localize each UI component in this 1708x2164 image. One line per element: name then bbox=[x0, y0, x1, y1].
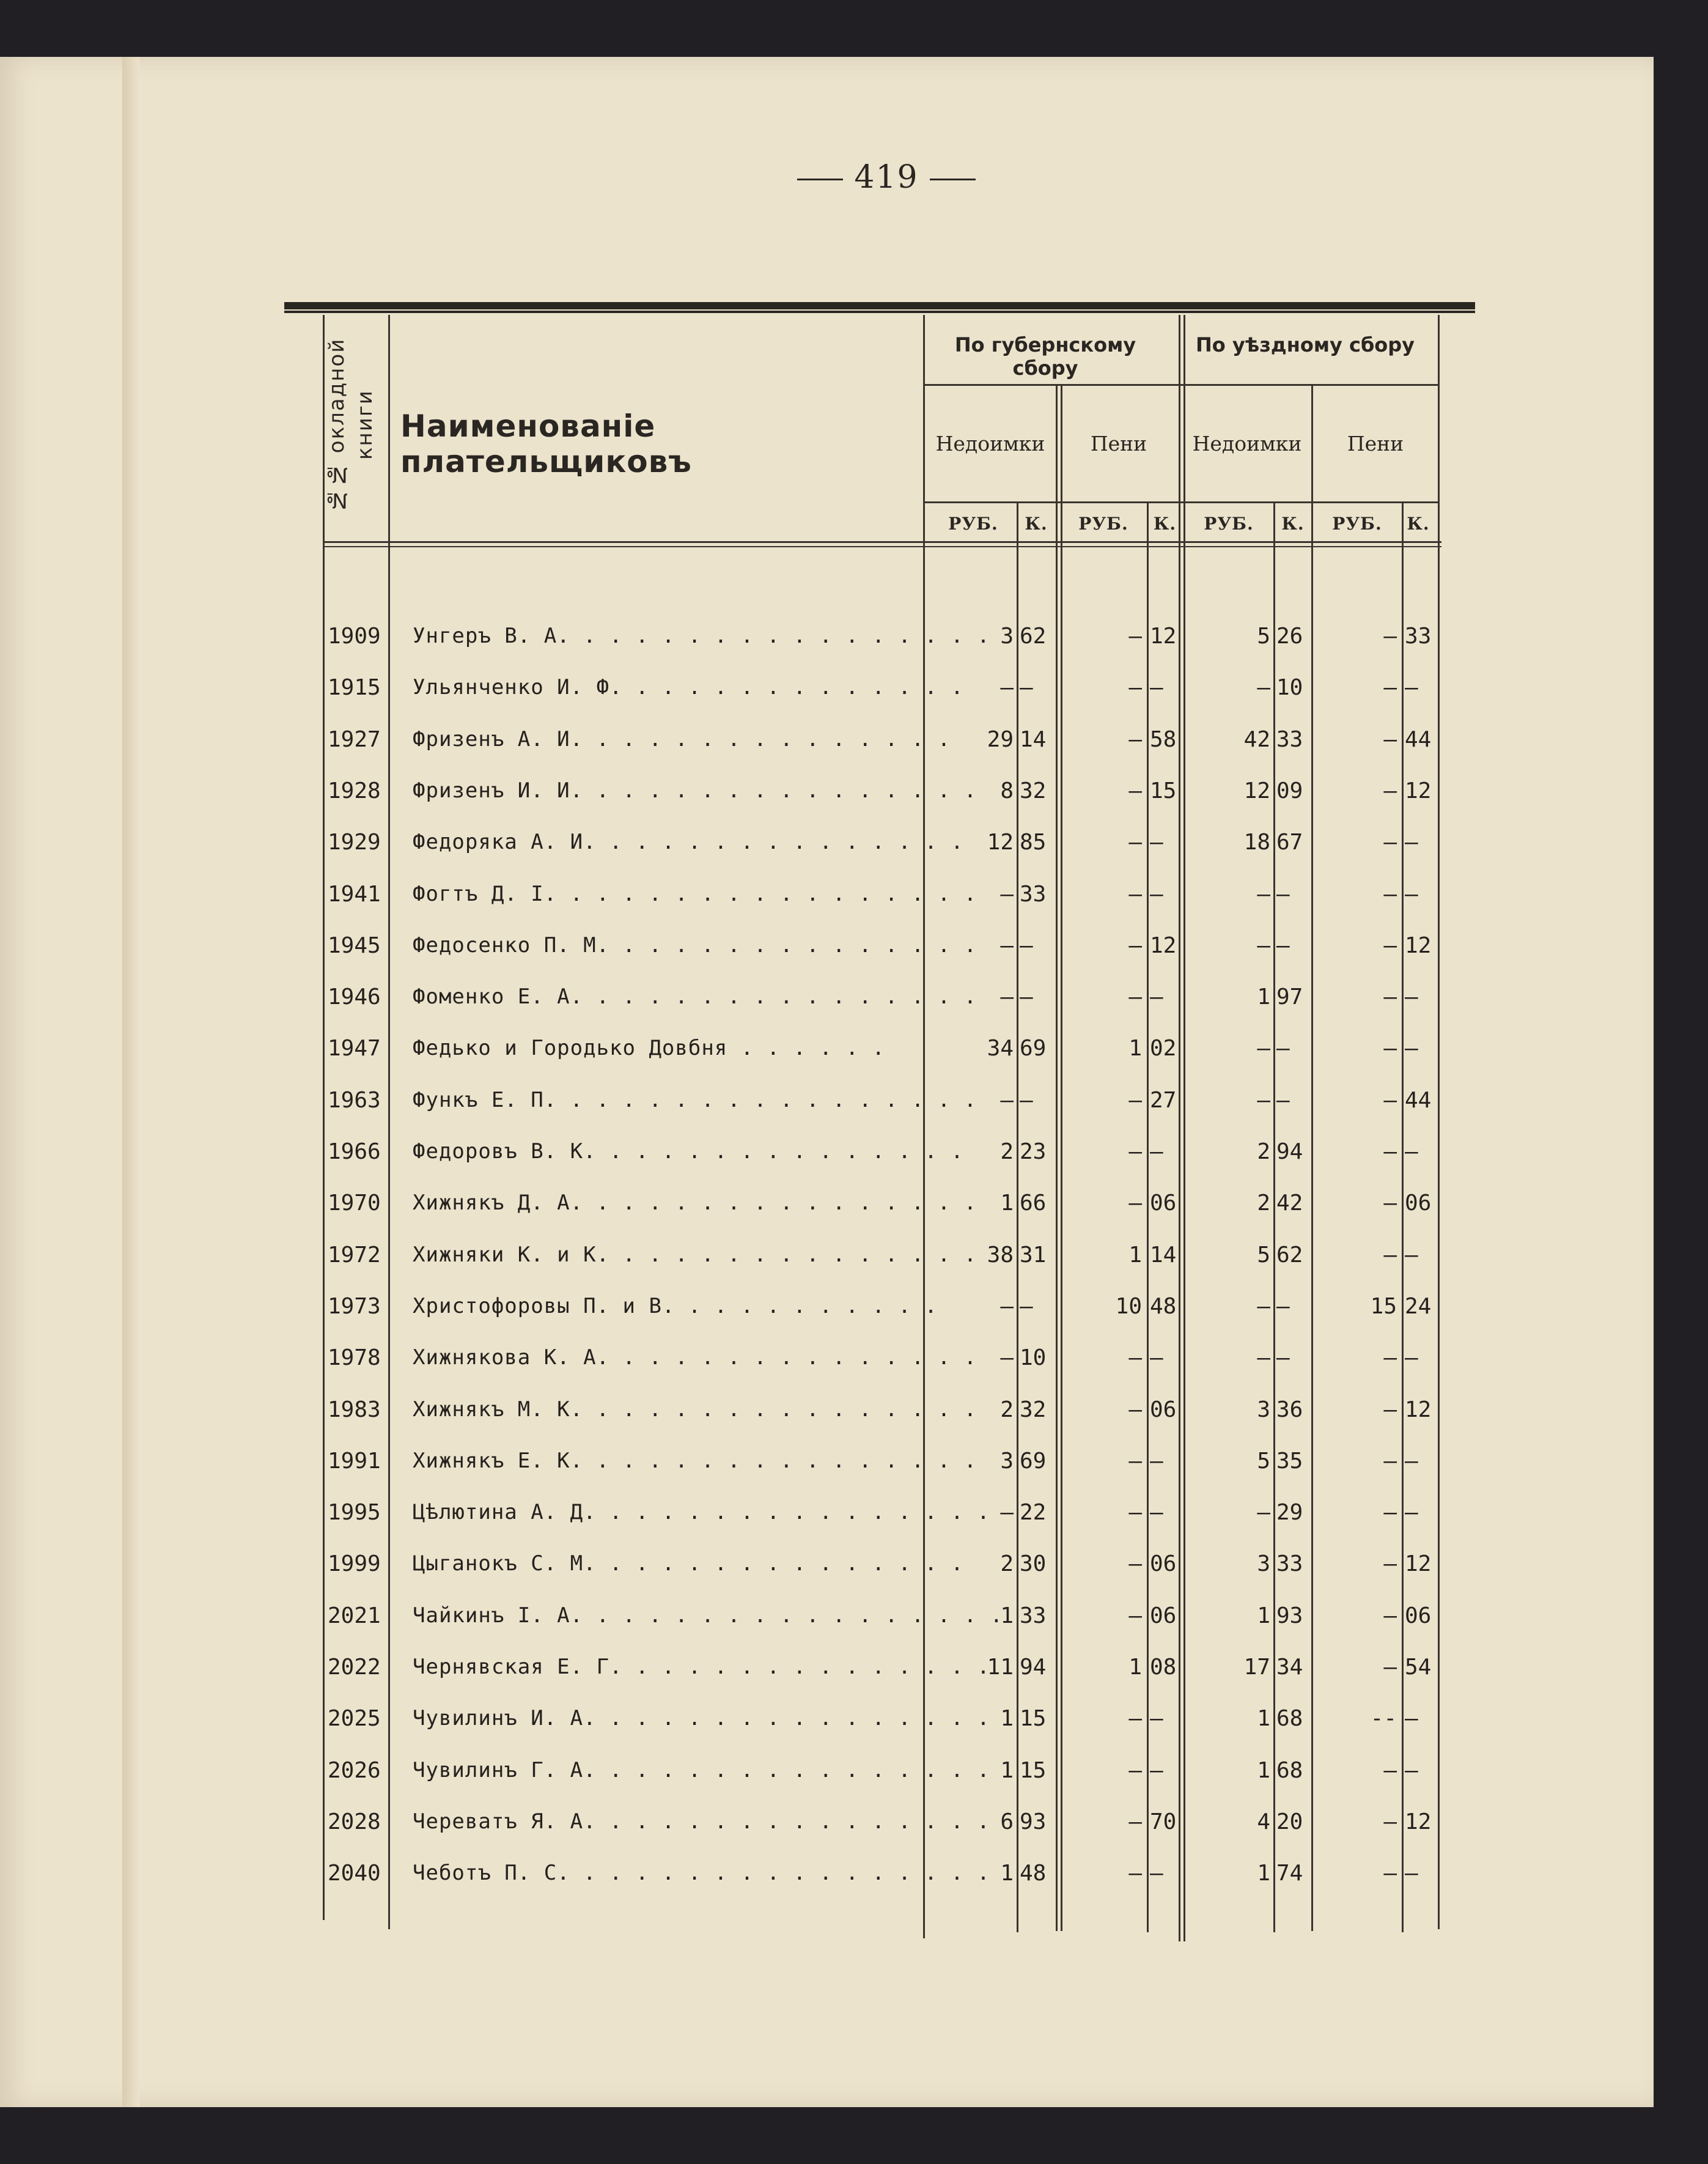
payer-name: Фоменко Е. А. . . . . . . . . . . . . . . . bbox=[413, 984, 977, 1010]
book-number: 1915 bbox=[328, 675, 381, 701]
uezd-arrears-rub: — bbox=[1257, 1036, 1270, 1062]
gub-arrears-rub: — bbox=[1000, 984, 1014, 1010]
uezd-arrears-kop: — bbox=[1276, 1036, 1290, 1062]
gub-penalty-rub: — bbox=[1128, 675, 1142, 701]
gub-penalty-kop: 06 bbox=[1150, 1191, 1177, 1216]
rule-under-groups bbox=[924, 384, 1438, 386]
uezd-penalty-rub: — bbox=[1383, 675, 1397, 701]
uezd-arrears-kop: 68 bbox=[1276, 1757, 1303, 1783]
gub-arrears-kop: 30 bbox=[1020, 1551, 1047, 1577]
uezd-penalty-rub: — bbox=[1383, 1448, 1397, 1474]
uezd-penalty-header: Пени bbox=[1347, 432, 1404, 456]
gub-penalty-rub: — bbox=[1128, 1757, 1142, 1783]
gub-penalty-rub: — bbox=[1128, 1500, 1142, 1526]
book-number: 1946 bbox=[328, 984, 381, 1010]
payer-name: Христофоровы П. и В. . . . . . . . . . . bbox=[413, 1293, 938, 1318]
uezd-penalty-kop: — bbox=[1405, 1242, 1418, 1268]
gub-penalty-rub: 10 bbox=[1115, 1293, 1142, 1319]
gub-penalty-kop: — bbox=[1150, 1861, 1163, 1886]
gub-arrears-kop: 62 bbox=[1020, 624, 1047, 649]
gub-arrears-kop: — bbox=[1020, 1293, 1033, 1319]
gub-penalty-kop: 14 bbox=[1150, 1242, 1177, 1268]
uezd-penalty-rub: — bbox=[1383, 624, 1397, 649]
gub-penalty-rub: 1 bbox=[1128, 1242, 1142, 1268]
uezd-arrears-kop: — bbox=[1276, 932, 1290, 958]
unit-rub-4: РУБ. bbox=[1332, 514, 1382, 534]
book-number: 1966 bbox=[328, 1139, 381, 1164]
gub-penalty-kop: 58 bbox=[1150, 726, 1177, 752]
book-number: 1995 bbox=[328, 1500, 381, 1526]
uezd-arrears-rub: — bbox=[1257, 1087, 1270, 1113]
gub-arrears-rub: 38 bbox=[987, 1242, 1014, 1268]
gub-arrears-header: Недоимки bbox=[935, 432, 1045, 456]
uezd-arrears-kop: — bbox=[1276, 1293, 1290, 1319]
district-levy-header: По уѣздному сбору bbox=[1195, 333, 1415, 356]
uezd-arrears-kop: 26 bbox=[1276, 624, 1303, 649]
table-row bbox=[323, 1441, 1454, 1493]
gub-arrears-kop: 69 bbox=[1020, 1036, 1047, 1062]
uezd-arrears-rub: 1 bbox=[1257, 1603, 1270, 1628]
unit-kop-3: К. bbox=[1281, 514, 1305, 534]
rule-under-subheaders bbox=[924, 501, 1438, 503]
gub-arrears-rub: 2 bbox=[1000, 1139, 1014, 1164]
book-number: 1972 bbox=[328, 1242, 381, 1268]
uezd-arrears-rub: 3 bbox=[1257, 1551, 1270, 1577]
uezd-arrears-rub: 5 bbox=[1257, 624, 1270, 649]
uezd-arrears-kop: 94 bbox=[1276, 1139, 1303, 1164]
gub-penalty-rub: — bbox=[1128, 1139, 1142, 1164]
gub-penalty-rub: 1 bbox=[1128, 1655, 1142, 1680]
uezd-penalty-rub: — bbox=[1383, 1861, 1397, 1886]
book-number: 2040 bbox=[328, 1861, 381, 1886]
uezd-arrears-kop: 33 bbox=[1276, 726, 1303, 752]
uezd-arrears-rub: — bbox=[1257, 1500, 1270, 1526]
table-row bbox=[323, 668, 1454, 719]
table-row bbox=[323, 1647, 1454, 1699]
gub-penalty-kop: — bbox=[1150, 881, 1163, 907]
gub-arrears-rub: 1 bbox=[1000, 1603, 1014, 1628]
gub-arrears-rub: — bbox=[1000, 675, 1014, 701]
table-row bbox=[323, 771, 1454, 822]
gub-arrears-rub: — bbox=[1000, 1345, 1014, 1371]
table-row bbox=[323, 1390, 1454, 1441]
gub-penalty-kop: — bbox=[1150, 1345, 1163, 1371]
gub-arrears-kop: 32 bbox=[1020, 778, 1047, 803]
uezd-penalty-rub: — bbox=[1383, 1036, 1397, 1062]
payer-name: Хижнякъ М. К. . . . . . . . . . . . . . . . bbox=[413, 1397, 977, 1422]
gub-penalty-rub: — bbox=[1128, 984, 1142, 1010]
uezd-penalty-kop: 06 bbox=[1405, 1191, 1432, 1216]
gub-arrears-kop: 23 bbox=[1020, 1139, 1047, 1164]
gub-arrears-kop: 94 bbox=[1020, 1655, 1047, 1680]
gub-penalty-kop: 06 bbox=[1150, 1551, 1177, 1577]
gub-arrears-kop: — bbox=[1020, 984, 1033, 1010]
book-number: 1927 bbox=[328, 726, 381, 752]
payer-name-header: Наименованіе плательщиковъ bbox=[400, 408, 692, 479]
payer-name: Унгеръ В. А. . . . . . . . . . . . . . . . . bbox=[413, 624, 990, 648]
book-number: 1947 bbox=[328, 1036, 381, 1062]
table-row bbox=[323, 1544, 1454, 1595]
payer-name: Федько и Городько Довбня . . . . . . bbox=[413, 1036, 885, 1061]
uezd-arrears-kop: 93 bbox=[1276, 1603, 1303, 1628]
uezd-penalty-kop: — bbox=[1405, 1861, 1418, 1886]
uezd-arrears-kop: — bbox=[1276, 1087, 1290, 1113]
uezd-penalty-kop: — bbox=[1405, 1139, 1418, 1164]
table-row bbox=[323, 1028, 1454, 1080]
gub-penalty-kop: — bbox=[1150, 830, 1163, 855]
unit-rub-1: РУБ. bbox=[948, 514, 998, 534]
page-number: 419 bbox=[734, 159, 1039, 196]
table-row bbox=[323, 1596, 1454, 1647]
gub-arrears-rub: — bbox=[1000, 1500, 1014, 1526]
uezd-penalty-rub: — bbox=[1383, 1757, 1397, 1783]
uezd-arrears-rub: 12 bbox=[1243, 778, 1270, 803]
gub-arrears-kop: 22 bbox=[1020, 1500, 1047, 1526]
book-number: 1928 bbox=[328, 778, 381, 803]
gub-penalty-rub: — bbox=[1128, 1191, 1142, 1216]
uezd-arrears-rub: — bbox=[1257, 675, 1270, 701]
uezd-penalty-rub: -- bbox=[1370, 1706, 1397, 1732]
uezd-arrears-rub: — bbox=[1257, 881, 1270, 907]
uezd-arrears-kop: 68 bbox=[1276, 1706, 1303, 1732]
gub-penalty-kop: 70 bbox=[1150, 1809, 1177, 1834]
uezd-penalty-kop: 44 bbox=[1405, 1087, 1432, 1113]
payer-name: Федоряка А. И. . . . . . . . . . . . . . . bbox=[413, 830, 964, 855]
gub-arrears-rub: 6 bbox=[1000, 1809, 1014, 1834]
page-gutter bbox=[122, 57, 139, 2107]
uezd-penalty-rub: — bbox=[1383, 984, 1397, 1010]
gub-penalty-rub: — bbox=[1128, 1809, 1142, 1834]
uezd-arrears-header: Недоимки bbox=[1192, 432, 1302, 456]
gub-arrears-rub: 1 bbox=[1000, 1191, 1014, 1216]
provincial-levy-header: По губернскому сбору bbox=[954, 333, 1136, 380]
payer-name: Чувилинъ И. А. . . . . . . . . . . . . . . . bbox=[413, 1706, 990, 1731]
uezd-penalty-kop: — bbox=[1405, 984, 1418, 1010]
payer-name: Цыганокъ С. М. . . . . . . . . . . . . . . bbox=[413, 1551, 964, 1576]
uezd-arrears-rub: 42 bbox=[1243, 726, 1270, 752]
book-number-header: №№ окладной книги bbox=[325, 338, 377, 512]
table-row bbox=[323, 926, 1454, 977]
uezd-penalty-rub: — bbox=[1383, 726, 1397, 752]
uezd-penalty-rub: — bbox=[1383, 1500, 1397, 1526]
uezd-penalty-rub: — bbox=[1383, 1603, 1397, 1628]
uezd-arrears-kop: 09 bbox=[1276, 778, 1303, 803]
unit-kop-2: К. bbox=[1153, 514, 1177, 534]
uezd-penalty-kop: — bbox=[1405, 1757, 1418, 1783]
gub-arrears-rub: 1 bbox=[1000, 1861, 1014, 1886]
gub-arrears-rub: 1 bbox=[1000, 1757, 1014, 1783]
book-number: 1978 bbox=[328, 1345, 381, 1371]
payer-name: Фогтъ Д. I. . . . . . . . . . . . . . . . . bbox=[413, 881, 977, 906]
uezd-penalty-rub: — bbox=[1383, 1397, 1397, 1422]
uezd-penalty-kop: 33 bbox=[1405, 624, 1432, 649]
uezd-penalty-kop: — bbox=[1405, 1706, 1418, 1732]
gub-arrears-kop: 33 bbox=[1020, 1603, 1047, 1628]
gub-penalty-kop: — bbox=[1150, 984, 1163, 1010]
book-number: 1963 bbox=[328, 1087, 381, 1113]
gub-arrears-kop: 14 bbox=[1020, 726, 1047, 752]
gub-penalty-rub: 1 bbox=[1128, 1036, 1142, 1062]
gub-penalty-kop: 12 bbox=[1150, 624, 1177, 649]
gub-arrears-kop: 10 bbox=[1020, 1345, 1047, 1371]
gub-penalty-kop: 02 bbox=[1150, 1036, 1177, 1062]
uezd-penalty-kop: 24 bbox=[1405, 1293, 1432, 1319]
gub-penalty-kop: 12 bbox=[1150, 932, 1177, 958]
payer-name: Федосенко П. М. . . . . . . . . . . . . . . bbox=[413, 932, 977, 958]
gub-penalty-kop: — bbox=[1150, 1139, 1163, 1164]
uezd-penalty-kop: — bbox=[1405, 830, 1418, 855]
table-row bbox=[323, 1080, 1454, 1132]
uezd-arrears-kop: 10 bbox=[1276, 675, 1303, 701]
uezd-penalty-rub: — bbox=[1383, 1191, 1397, 1216]
gub-penalty-rub: — bbox=[1128, 1345, 1142, 1371]
gub-arrears-rub: 1 bbox=[1000, 1706, 1014, 1732]
gub-arrears-kop: 31 bbox=[1020, 1242, 1047, 1268]
payer-name: Чеботъ П. С. . . . . . . . . . . . . . . . . bbox=[413, 1861, 990, 1886]
payer-name: Хижняки К. и К. . . . . . . . . . . . . . . bbox=[413, 1242, 977, 1267]
uezd-penalty-kop: — bbox=[1405, 675, 1418, 701]
uezd-penalty-kop: 06 bbox=[1405, 1603, 1432, 1628]
uezd-arrears-kop: — bbox=[1276, 1345, 1290, 1371]
payer-name: Федоровъ В. К. . . . . . . . . . . . . . . bbox=[413, 1139, 964, 1164]
payer-name: Функъ Е. П. . . . . . . . . . . . . . . . . bbox=[413, 1087, 977, 1112]
payer-name: Чернявская Е. Г. . . . . . . . . . . . . . . bbox=[413, 1655, 990, 1679]
payer-name: Чувилинъ Г. А. . . . . . . . . . . . . . . . bbox=[413, 1757, 990, 1782]
gub-penalty-rub: — bbox=[1128, 1551, 1142, 1577]
uezd-penalty-kop: — bbox=[1405, 1036, 1418, 1062]
gub-arrears-rub: 3 bbox=[1000, 624, 1014, 649]
uezd-penalty-kop: 12 bbox=[1405, 778, 1432, 803]
gub-arrears-rub: 11 bbox=[987, 1655, 1014, 1680]
uezd-arrears-kop: 33 bbox=[1276, 1551, 1303, 1577]
uezd-arrears-rub: 5 bbox=[1257, 1242, 1270, 1268]
book-number: 1945 bbox=[328, 932, 381, 958]
uezd-arrears-kop: 20 bbox=[1276, 1809, 1303, 1834]
book-number: 2026 bbox=[328, 1757, 381, 1783]
uezd-penalty-kop: 54 bbox=[1405, 1655, 1432, 1680]
gub-penalty-rub: — bbox=[1128, 1603, 1142, 1628]
gub-arrears-rub: 2 bbox=[1000, 1551, 1014, 1577]
table-row bbox=[323, 1287, 1454, 1338]
unit-rub-2: РУБ. bbox=[1078, 514, 1128, 534]
uezd-arrears-kop: 62 bbox=[1276, 1242, 1303, 1268]
uezd-penalty-rub: — bbox=[1383, 881, 1397, 907]
payer-name: Хижнякъ Д. А. . . . . . . . . . . . . . . . bbox=[413, 1191, 977, 1216]
uezd-penalty-rub: — bbox=[1383, 1551, 1397, 1577]
gub-penalty-kop: 06 bbox=[1150, 1397, 1177, 1422]
uezd-penalty-rub: — bbox=[1383, 1242, 1397, 1268]
table-row bbox=[323, 616, 1454, 668]
uezd-arrears-kop: 74 bbox=[1276, 1861, 1303, 1886]
uezd-penalty-kop: — bbox=[1405, 1448, 1418, 1474]
uezd-penalty-rub: — bbox=[1383, 932, 1397, 958]
gub-penalty-header: Пени bbox=[1090, 432, 1147, 456]
uezd-arrears-rub: 3 bbox=[1257, 1397, 1270, 1422]
uezd-arrears-rub: 1 bbox=[1257, 1861, 1270, 1886]
gub-penalty-kop: — bbox=[1150, 675, 1163, 701]
gub-arrears-kop: 69 bbox=[1020, 1448, 1047, 1474]
gub-penalty-rub: — bbox=[1128, 1397, 1142, 1422]
table-row bbox=[323, 1235, 1454, 1287]
gub-penalty-rub: — bbox=[1128, 1448, 1142, 1474]
gub-penalty-rub: — bbox=[1128, 1087, 1142, 1113]
book-number: 2025 bbox=[328, 1706, 381, 1732]
book-number: 1970 bbox=[328, 1191, 381, 1216]
gub-penalty-rub: — bbox=[1128, 1861, 1142, 1886]
gub-arrears-rub: — bbox=[1000, 932, 1014, 958]
gub-arrears-rub: 3 bbox=[1000, 1448, 1014, 1474]
gub-penalty-kop: — bbox=[1150, 1757, 1163, 1783]
table-row bbox=[323, 1802, 1454, 1853]
uezd-arrears-rub: 2 bbox=[1257, 1139, 1270, 1164]
uezd-arrears-rub: 2 bbox=[1257, 1191, 1270, 1216]
gub-arrears-rub: — bbox=[1000, 881, 1014, 907]
table-row bbox=[323, 822, 1454, 874]
gub-penalty-kop: 27 bbox=[1150, 1087, 1177, 1113]
gub-arrears-rub: 34 bbox=[987, 1036, 1014, 1062]
uezd-arrears-rub: 1 bbox=[1257, 1757, 1270, 1783]
uezd-penalty-rub: — bbox=[1383, 778, 1397, 803]
gub-arrears-kop: 15 bbox=[1020, 1706, 1047, 1732]
payer-name: Фризенъ А. И. . . . . . . . . . . . . . . bbox=[413, 726, 951, 751]
uezd-arrears-kop: 36 bbox=[1276, 1397, 1303, 1422]
book-number: 1909 bbox=[328, 624, 381, 649]
gub-penalty-rub: — bbox=[1128, 932, 1142, 958]
unit-rub-3: РУБ. bbox=[1204, 514, 1254, 534]
gub-arrears-kop: — bbox=[1020, 1087, 1033, 1113]
uezd-arrears-rub: — bbox=[1257, 932, 1270, 958]
uezd-arrears-rub: 1 bbox=[1257, 984, 1270, 1010]
table-row bbox=[323, 1493, 1454, 1544]
gub-penalty-rub: — bbox=[1128, 624, 1142, 649]
uezd-penalty-kop: 12 bbox=[1405, 1551, 1432, 1577]
gub-penalty-rub: — bbox=[1128, 778, 1142, 803]
uezd-penalty-rub: 15 bbox=[1370, 1293, 1397, 1319]
top-rule-lower bbox=[284, 311, 1475, 313]
gub-arrears-kop: 32 bbox=[1020, 1397, 1047, 1422]
gub-arrears-kop: 93 bbox=[1020, 1809, 1047, 1834]
book-number: 1999 bbox=[328, 1551, 381, 1577]
table-row bbox=[323, 874, 1454, 926]
table-row bbox=[323, 1183, 1454, 1235]
uezd-penalty-kop: — bbox=[1405, 881, 1418, 907]
gub-penalty-kop: 48 bbox=[1150, 1293, 1177, 1319]
uezd-arrears-kop: 67 bbox=[1276, 830, 1303, 855]
uezd-penalty-kop: 12 bbox=[1405, 932, 1432, 958]
gub-penalty-kop: — bbox=[1150, 1706, 1163, 1732]
uezd-penalty-kop: — bbox=[1405, 1345, 1418, 1371]
uezd-arrears-rub: — bbox=[1257, 1345, 1270, 1371]
uezd-penalty-kop: 12 bbox=[1405, 1809, 1432, 1834]
payer-name: Чайкинъ I. А. . . . . . . . . . . . . . . . . bbox=[413, 1603, 1004, 1628]
payer-name: Фризенъ И. И. . . . . . . . . . . . . . . . bbox=[413, 778, 977, 803]
book-number: 1983 bbox=[328, 1397, 381, 1422]
uezd-penalty-rub: — bbox=[1383, 1139, 1397, 1164]
gub-arrears-kop: 85 bbox=[1020, 830, 1047, 855]
table-row bbox=[323, 1338, 1454, 1389]
gub-arrears-kop: 66 bbox=[1020, 1191, 1047, 1216]
uezd-arrears-rub: 5 bbox=[1257, 1448, 1270, 1474]
uezd-penalty-rub: — bbox=[1383, 1809, 1397, 1834]
book-number: 2021 bbox=[328, 1603, 381, 1628]
table-row bbox=[323, 1699, 1454, 1750]
payer-name: Череватъ Я. А. . . . . . . . . . . . . . . . bbox=[413, 1809, 990, 1834]
book-number: 1991 bbox=[328, 1448, 381, 1474]
gub-penalty-kop: 08 bbox=[1150, 1655, 1177, 1680]
gub-arrears-rub: — bbox=[1000, 1087, 1014, 1113]
gub-arrears-kop: — bbox=[1020, 675, 1033, 701]
book-number: 1941 bbox=[328, 881, 381, 907]
uezd-penalty-kop: — bbox=[1405, 1500, 1418, 1526]
book-number: 2022 bbox=[328, 1655, 381, 1680]
uezd-arrears-rub: — bbox=[1257, 1293, 1270, 1319]
gub-arrears-kop: 48 bbox=[1020, 1861, 1047, 1886]
uezd-penalty-kop: 44 bbox=[1405, 726, 1432, 752]
uezd-penalty-rub: — bbox=[1383, 830, 1397, 855]
book-number: 1929 bbox=[328, 830, 381, 855]
table-row bbox=[323, 977, 1454, 1028]
book-number: 2028 bbox=[328, 1809, 381, 1834]
gub-arrears-rub: 29 bbox=[987, 726, 1014, 752]
payer-name: Цѣлютина А. Д. . . . . . . . . . . . . . . . bbox=[413, 1500, 990, 1525]
payer-name: Хижнякъ Е. К. . . . . . . . . . . . . . . . bbox=[413, 1448, 977, 1473]
gub-penalty-kop: — bbox=[1150, 1500, 1163, 1526]
gub-arrears-kop: — bbox=[1020, 932, 1033, 958]
uezd-arrears-kop: 42 bbox=[1276, 1191, 1303, 1216]
uezd-arrears-kop: 29 bbox=[1276, 1500, 1303, 1526]
uezd-arrears-rub: 17 bbox=[1243, 1655, 1270, 1680]
gub-penalty-kop: 15 bbox=[1150, 778, 1177, 803]
gub-penalty-rub: — bbox=[1128, 830, 1142, 855]
gub-arrears-kop: 15 bbox=[1020, 1757, 1047, 1783]
gub-arrears-rub: 2 bbox=[1000, 1397, 1014, 1422]
book-number: 1973 bbox=[328, 1293, 381, 1319]
uezd-arrears-kop: 34 bbox=[1276, 1655, 1303, 1680]
top-rule bbox=[284, 302, 1475, 309]
uezd-arrears-rub: 1 bbox=[1257, 1706, 1270, 1732]
uezd-arrears-kop: — bbox=[1276, 881, 1290, 907]
table-row bbox=[323, 720, 1454, 771]
gub-penalty-kop: — bbox=[1150, 1448, 1163, 1474]
gub-arrears-kop: 33 bbox=[1020, 881, 1047, 907]
unit-kop-4: К. bbox=[1407, 514, 1430, 534]
payer-name: Ульянченко И. Ф. . . . . . . . . . . . . . bbox=[413, 675, 964, 700]
gub-penalty-rub: — bbox=[1128, 726, 1142, 752]
uezd-penalty-rub: — bbox=[1383, 1345, 1397, 1371]
gub-arrears-rub: 12 bbox=[987, 830, 1014, 855]
uezd-arrears-rub: 4 bbox=[1257, 1809, 1270, 1834]
gub-arrears-rub: 8 bbox=[1000, 778, 1014, 803]
gub-penalty-kop: 06 bbox=[1150, 1603, 1177, 1628]
uezd-arrears-rub: 18 bbox=[1243, 830, 1270, 855]
gub-arrears-rub: — bbox=[1000, 1293, 1014, 1319]
table-row bbox=[323, 1751, 1454, 1802]
uezd-penalty-rub: — bbox=[1383, 1655, 1397, 1680]
uezd-penalty-kop: 12 bbox=[1405, 1397, 1432, 1422]
gub-penalty-rub: — bbox=[1128, 881, 1142, 907]
gub-penalty-rub: — bbox=[1128, 1706, 1142, 1732]
unit-kop-1: К. bbox=[1025, 514, 1048, 534]
table-row bbox=[323, 1853, 1454, 1905]
table-row bbox=[323, 1132, 1454, 1183]
uezd-arrears-kop: 97 bbox=[1276, 984, 1303, 1010]
payer-name: Хижнякова К. А. . . . . . . . . . . . . . . bbox=[413, 1345, 977, 1370]
uezd-penalty-rub: — bbox=[1383, 1087, 1397, 1113]
uezd-arrears-kop: 35 bbox=[1276, 1448, 1303, 1474]
